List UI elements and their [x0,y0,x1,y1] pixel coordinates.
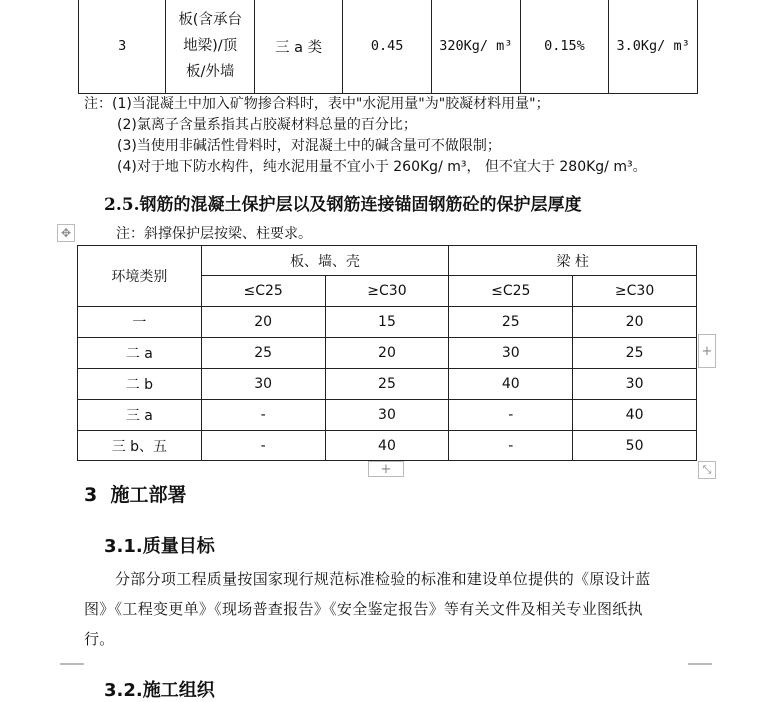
table-row [78,307,697,338]
slab-wall-shell-header: 板、墙、壳 [201,246,449,276]
table-header-row [78,246,697,276]
cover-value-cell: 20 [573,307,697,338]
cover-value-cell: 15 [325,307,449,338]
cover-value-cell: 25 [201,338,325,369]
env-category-cell: 一 [78,307,202,338]
cover-value-cell: 40 [325,431,449,461]
chapter-heading: 3 施工部署 [84,484,187,506]
page-margin-marker [60,664,84,672]
note-line: 注：(1)当混凝土中加入矿物掺合料时，表中"水泥用量"为"胶凝材料用量"； [84,96,550,112]
beam-column-header: 梁 柱 [449,246,697,276]
cover-value-cell: 30 [449,338,573,369]
section-heading: 2.5.钢筋的混凝土保护层以及钢筋连接锚固钢筋砼的保护层厚度 [104,195,582,215]
note-line: (2)氯离子含量系指其占胶凝材料总量的百分比； [117,117,417,133]
table-row [78,369,697,400]
cover-value-cell: 30 [325,400,449,431]
table-row [78,338,697,369]
note-line: (3)当使用非碱活性骨料时，对混凝土中的碱含量可不做限制； [117,138,501,154]
grade-ge-c30-header: ≥C30 [325,276,449,307]
paragraph-line: 分部分项工程质量按国家现行规范标准检验的标准和建设单位提供的《原设计蓝 [115,570,651,588]
page-margin-marker [60,656,84,664]
section-heading: 3.1.质量目标 [104,536,215,557]
add-row-button[interactable]: + [368,461,404,477]
structure-part-line: 板/外墙 [185,64,235,80]
structure-part-line: 地梁)/顶 [183,38,238,54]
page-margin-marker [688,664,712,672]
add-column-button[interactable]: + [698,334,716,368]
table-notes [84,94,770,178]
grade-ge-c30-header: ≥C30 [573,276,697,307]
cover-value-cell: - [201,400,325,431]
cover-note: 注：斜撑保护层按梁、柱要求。 [116,226,312,242]
min-cement-cell: 320Kg/ m³ [431,0,520,94]
env-category-cell: 三 a 类 [254,0,342,94]
env-category-cell: 三 b、五 [78,431,202,461]
structure-part-line: 板(含承台 [178,12,242,28]
cover-thickness-table [77,245,697,461]
structure-part-cell [166,0,255,94]
cover-value-cell: 25 [449,307,573,338]
cover-value-cell: 25 [325,369,449,400]
water-cement-ratio-cell: 0.45 [343,0,432,94]
env-category-header: 环境类别 [78,246,202,307]
quality-goal-paragraph [84,564,704,654]
row-number: 3 [79,0,166,94]
cover-value-cell: - [449,431,573,461]
table-row [78,431,697,461]
table-row [78,400,697,431]
cover-value-cell: 40 [573,400,697,431]
env-category-cell: 二 a [78,338,202,369]
cover-value-cell: - [201,431,325,461]
table-move-icon[interactable]: ✥ [57,224,75,242]
cover-value-cell: 30 [573,369,697,400]
env-category-cell: 三 a [78,400,202,431]
table-resize-icon[interactable]: ⤡ [698,461,716,479]
paragraph-line: 图》《工程变更单》《现场普查报告》《安全鉴定报告》等有关文件及相关专业图纸执 [84,600,643,618]
cement-requirement-table [78,0,698,94]
alkali-cell: 3.0Kg/ m³ [609,0,698,94]
grade-le-c25-header: ≤C25 [449,276,573,307]
cover-value-cell: 30 [201,369,325,400]
env-category-cell: 二 b [78,369,202,400]
section-heading: 3.2.施工组织 [104,680,215,701]
paragraph-line: 行。 [84,630,115,648]
table-row [79,0,698,94]
cover-value-cell: 50 [573,431,697,461]
cover-value-cell: 20 [201,307,325,338]
cover-value-cell: 25 [573,338,697,369]
cover-value-cell: - [449,400,573,431]
grade-le-c25-header: ≤C25 [201,276,325,307]
cover-value-cell: 20 [325,338,449,369]
cover-value-cell: 40 [449,369,573,400]
chloride-cell: 0.15% [520,0,609,94]
note-line: (4)对于地下防水构件，纯水泥用量不宜小于 260Kg/ m³， 但不宜大于 280Kg/ m³。 [117,159,647,175]
page-margin-marker [688,656,712,664]
